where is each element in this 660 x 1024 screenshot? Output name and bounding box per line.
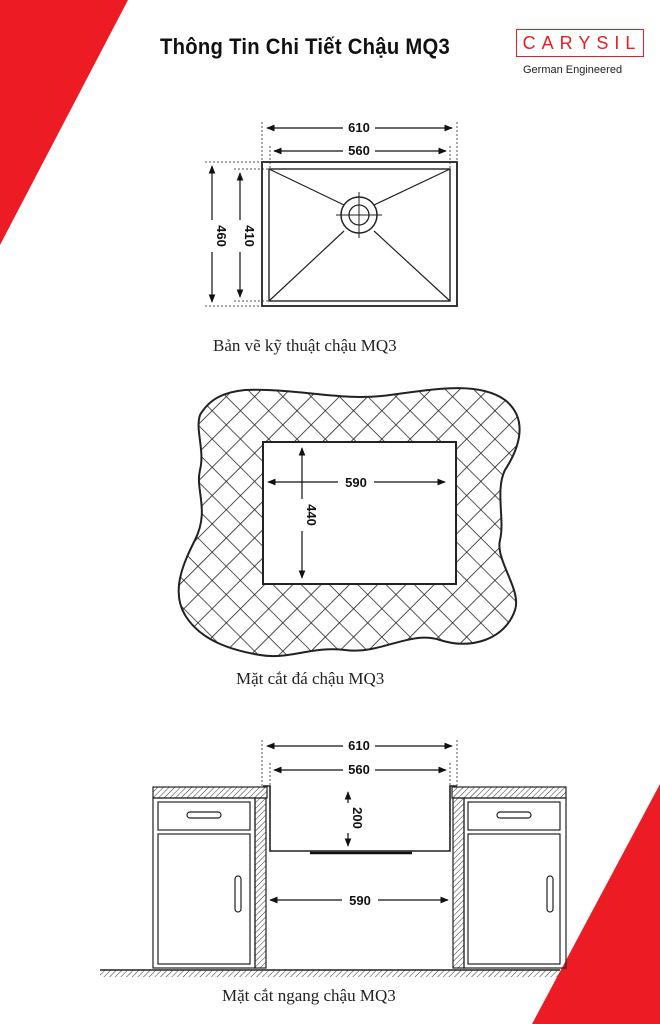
left-cabinet — [153, 798, 255, 968]
right-cabinet — [464, 798, 566, 968]
dim-cutout-width: 590 — [345, 475, 367, 490]
dim-top-inner-height: 410 — [242, 225, 257, 247]
logo-wordmark: CARYSIL — [522, 33, 642, 53]
dim-section-inner-width: 560 — [348, 762, 370, 777]
countertop-left — [153, 787, 267, 798]
page-title: Thông Tin Chi Tiết Chậu MQ3 — [160, 34, 451, 59]
floor-line — [100, 970, 560, 977]
dim-top-outer-width: 610 — [348, 120, 370, 135]
countertop-right — [452, 787, 566, 798]
drawer-handle-left — [187, 812, 221, 818]
cross-section-view — [100, 737, 566, 977]
sink-top-view — [203, 119, 457, 306]
caption-top-view: Bản vẽ kỹ thuật chậu MQ3 — [213, 336, 397, 355]
dim-top-inner-width: 560 — [348, 143, 370, 158]
caption-section-view: Mặt cắt ngang chậu MQ3 — [222, 986, 396, 1005]
cabinet-side-panel-left — [255, 798, 266, 968]
cabinet-side-panel-right — [453, 798, 464, 968]
drawer-handle-right — [497, 812, 531, 818]
stone-cutout-view — [179, 388, 520, 656]
dim-section-cabinet-width: 590 — [349, 893, 371, 908]
dim-top-outer-height: 460 — [214, 225, 229, 247]
dim-section-outer-width: 610 — [348, 738, 370, 753]
dim-section-depth: 200 — [350, 807, 365, 829]
door-handle-right — [547, 876, 553, 912]
dim-cutout-height: 440 — [304, 504, 319, 526]
caption-cutout-view: Mặt cắt đá chậu MQ3 — [236, 669, 385, 688]
door-front-right — [468, 834, 560, 964]
sink-cutout-opening — [263, 442, 456, 584]
brand-tagline: German Engineered — [523, 64, 623, 76]
door-handle-left — [235, 876, 241, 912]
